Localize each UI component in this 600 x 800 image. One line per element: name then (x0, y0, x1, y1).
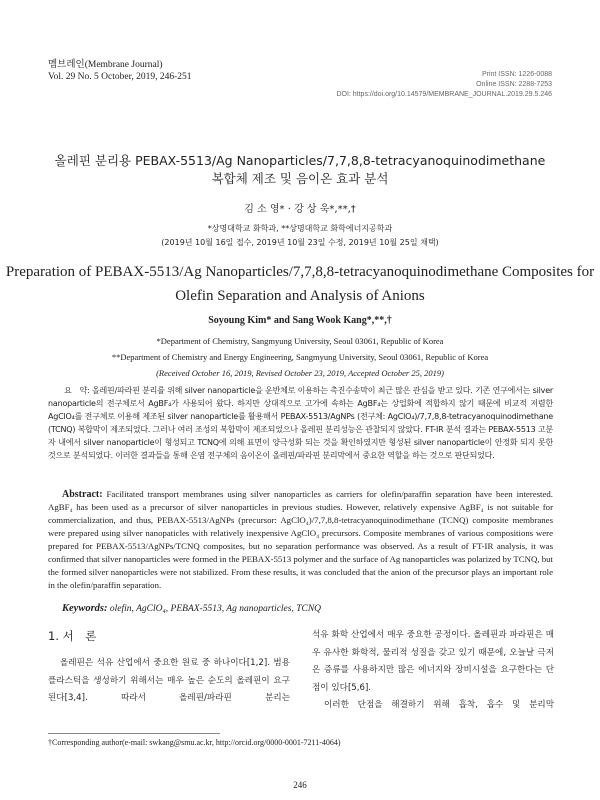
journal-name: 멤브레인(Membrane Journal) (48, 60, 163, 70)
keywords-text: olefin, AgClO₄, PEBAX-5513, Ag nanoparticles, TCNQ (109, 604, 322, 614)
korean-title-line1: 올레핀 분리용 PEBAX-5513/Ag Nanoparticles/7,7,8,8-tetracyanoquinodimethane (54, 153, 546, 168)
english-affiliation-1: *Department of Chemistry, Sangmyung University, Seoul 03061, Republic of Korea (156, 336, 444, 346)
right-column-paragraph-1: 석유 화학 산업에서 매우 중요한 공정이다. 올레핀과 파라핀은 매우 유사한 화학적, 물리적 성질을 갖고 있기 때문에, 오늘날 극저온 증류를 사용하지만 많은 에너지와 장비시설을 요구한다는 단점이 있다[5,6]. (312, 630, 554, 693)
footnote-divider (48, 733, 220, 734)
english-title-line1: Preparation of PEBAX-5513/Ag Nanoparticles/7,7,8,8-tetracyanoquinodimethane Composites for (5, 264, 595, 280)
korean-abstract (48, 384, 553, 462)
keywords-label: Keywords: (62, 603, 108, 614)
left-column-text: 올레핀은 석유 산업에서 중요한 원료 중 하나이다[1,2]. 범용 플라스틱을 생성하기 위해서는 매우 높은 순도의 올레핀이 요구된다[3,4]. 따라서 올레핀/파라핀 분리는 (48, 658, 290, 703)
korean-title-line2: 복합체 제조 및 음이온 효과 분석 (211, 171, 389, 186)
english-affiliation-2: **Department of Chemistry and Energy Engineering, Sangmyung University, Seoul 03061, Republic of Korea (111, 352, 489, 362)
english-title (0, 260, 600, 308)
footnote: †Corresponding author(e-mail: swkang@smu.ac.kr, http://orcid.org/0000-0001-7211-4064) (48, 738, 341, 747)
volume-info: Vol. 29 No. 5 October, 2019, 246-251 (48, 72, 192, 82)
korean-dates: (2019년 10월 16일 접수, 2019년 10월 23일 수정, 2019년 10월 25일 채택) (161, 238, 439, 247)
english-dates: (Received October 16, 2019, Revised October 23, 2019, Accepted October 25, 2019) (156, 368, 444, 378)
right-column (312, 627, 554, 715)
section-heading: 1. 서 론 (48, 629, 97, 643)
english-authors: Soyoung Kim* and Sang Wook Kang*,**,† (208, 315, 392, 326)
abstract-label: Abstract: (62, 489, 103, 500)
korean-affiliation: *상명대학교 화학과, **상명대학교 화학에너지공학과 (207, 224, 393, 233)
keywords (62, 603, 321, 614)
doi-link[interactable]: DOI: https://doi.org/10.14579/MEMBRANE_JOURNAL.2019.29.5.246 (336, 91, 552, 98)
abstract-text: Facilitated transport membranes using silver nanoparticles as carriers for olefin/paraffin separation have been interested. AgBF₄ has been used as a precursor of silver nanoparticles in previous studies. However, relatively expensive AgBF₄ is not suitable for commercialization, and thus, PEBAX-5513/AgNPs (precursor: AgClO₄)/7,7,8,8-tetracyanoquinodimethane (TCNQ) composite membranes were prepared using silver nanopaticles with relatively inexpensive AgClO₄ precursors. Composite membranes of various compositions were prepared for PEBAX-5513/AgNPs/TCNQ composites, but no separation performance was observed. As a result of FT-IR analysis, it was confirmed that silver nanoparticles were formed in the PEBAX-5513 polymer and the surface of Ag nanoparticles was polarized by TCNQ, but the formed silver nanoparticles were not stabilized. From these results, it was concluded that the anion of the precursor plays an important role in the olefin/paraffin separation. (48, 489, 553, 590)
korean-abstract-label: 요 약: (64, 386, 90, 395)
english-abstract (48, 488, 553, 592)
issn-block (336, 70, 552, 100)
print-issn: Print ISSN: 1226-0088 (481, 71, 552, 78)
page-number: 246 (293, 780, 307, 790)
korean-authors: 김 소 영* · 강 상 욱*,**,† (244, 204, 356, 215)
left-column (48, 655, 290, 708)
korean-abstract-text: 올레핀/파라핀 분리를 위해 silver nanoparticle을 운반체로 이용하는 촉진수송막이 최근 많은 관심을 받고 있다. 기존 연구에서는 silver nanoparticle의 전구체로서 AgBF₄가 사용되어 왔다. 하지만 상대적으로 고가에 속하는 AgBF₄는 상업화에 적합하지 않기 때문에 비교적 저렴한 AgClO₄를 전구체로 이용해 제조된 silver nanoparticle를 활용해서 PEBAX-5513/AgNPs (전구체: AgClO₄)/7,7,8,8-tetracyanoquinodimethane (TCNQ) 복합막이 제조되었다. 그러나 여러 조성의 복합막이 제조되었으나 올레핀 분리성능은 관찰되지 않았다. FT-IR 분석 결과는 PEBAX-5513 고분자 내에서 silver nanoparticle이 형성되고 TCNQ에 의해 표면이 양극성화 되는 것을 확인하였지만 형성된 silver nanoparticle이 안정화 되지 못한 것으로 분석되었다. 이러한 결과들을 통해 은염 전구체의 음이온이 올레핀/파라핀 분리막에서 중요한 역할을 하는 것으로 판단되었다. (48, 386, 554, 460)
right-column-paragraph-2: 이러한 단점을 해결하기 위해 흡착, 흡수 및 분리막 (324, 700, 554, 710)
korean-title (0, 152, 600, 188)
online-issn: Online ISSN: 2288-7253 (476, 81, 552, 88)
english-title-line2: Olefin Separation and Analysis of Anions (175, 288, 425, 304)
